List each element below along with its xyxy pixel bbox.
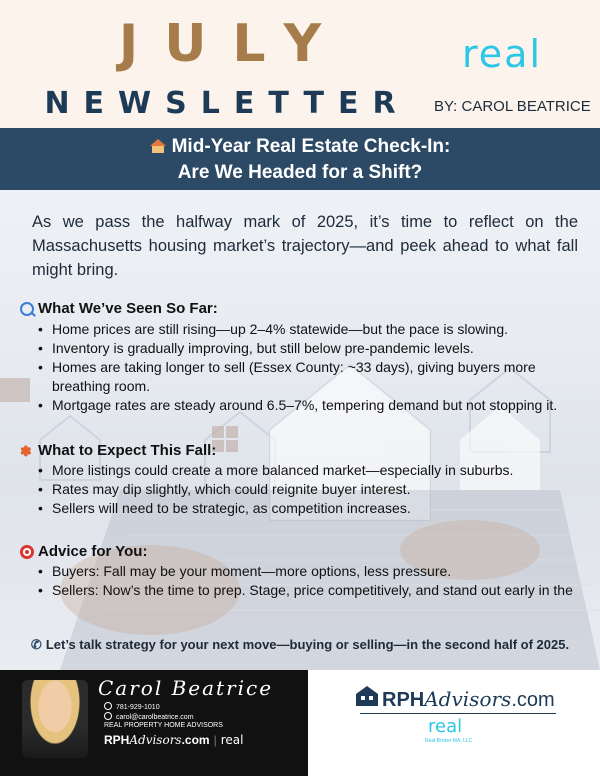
email-text: carol@carolbeatrice.com [116, 714, 194, 721]
signature: Carol Beatrice [98, 676, 274, 700]
title-newsletter: NEWSLETTER [44, 86, 410, 121]
intro-paragraph: As we pass the halfway mark of 2025, it’s time to reflect on the Massachusetts housing market’s trajectory—and peek ahead to what fall might bring. [32, 213, 578, 279]
divider: | [213, 733, 217, 747]
byline: BY: CAROL BEATRICE [434, 98, 591, 115]
title-month: JULY [118, 14, 348, 74]
rph-text: RPH [104, 733, 130, 747]
logo-divider [360, 713, 556, 714]
bullet-list-advice [38, 562, 578, 600]
bullet-list-seen [38, 320, 578, 415]
section-heading-text: What to Expect This Fall: [38, 442, 217, 459]
phone-icon [104, 702, 112, 710]
list-item: • Inventory is gradually improving, but still below pre-pandemic levels. [38, 339, 578, 358]
email-icon [104, 712, 112, 720]
list-item: • Sellers: Now’s the time to prep. Stage, price competitively, and stand out early in the [38, 581, 578, 600]
headline-banner [0, 128, 600, 190]
real-tagline: Real Broker MA, LLC [425, 738, 473, 744]
advisors-text: Advisors [129, 733, 182, 747]
headline-line-2: Are We Headed for a Shift? [177, 162, 423, 183]
phone-text: 781-929-1010 [116, 704, 160, 711]
call-to-action [0, 637, 600, 653]
rph-text: RPH [382, 689, 425, 711]
cta-text: Let’s talk strategy for your next move—buying or selling—in the second half of 2025. [45, 637, 570, 652]
com-text: .com [181, 733, 210, 747]
real-logo: real [462, 32, 543, 76]
list-item: • Mortgage rates are steady around 6.5–7%, tempering demand but not stopping it. [38, 396, 578, 415]
magnifying-glass-icon [20, 302, 34, 316]
section-heading-seen [20, 300, 218, 317]
company-name: REAL PROPERTY HOME ADVISORS [104, 722, 223, 729]
building-icon [356, 686, 378, 706]
list-item: • More listings could create a more balanced market—especially in suburbs. [38, 461, 578, 480]
avatar [22, 680, 88, 758]
list-item: • Homes are taking longer to sell (Essex County: ~33 days), giving buyers more breathing room. [38, 358, 578, 396]
autumn-leaves-icon: ✽ [20, 442, 32, 459]
house-icon [150, 139, 166, 153]
list-item: • Buyers: Fall may be your moment—more options, less pressure. [38, 562, 578, 581]
real-text: real [220, 733, 244, 747]
section-heading-advice [20, 543, 147, 560]
real-logo-small: real [428, 716, 463, 737]
section-heading-text: Advice for You: [38, 543, 148, 560]
footer-brand-logos [104, 733, 243, 747]
bullet-list-expect [38, 461, 578, 518]
headline-line-1: Mid-Year Real Estate Check-In: [171, 136, 451, 157]
target-icon [20, 545, 34, 559]
section-heading-text: What We’ve Seen So Far: [38, 300, 218, 317]
com-text: .com [511, 689, 555, 711]
list-item: • Sellers will need to be strategic, as competition increases. [38, 499, 578, 518]
rph-advisors-logo [356, 686, 555, 712]
phone-icon: ✆ [30, 637, 42, 652]
list-item: • Home prices are still rising—up 2–4% statewide—but the pace is slowing. [38, 320, 578, 339]
advisors-text: Advisors [424, 687, 512, 711]
section-heading-expect [20, 442, 216, 459]
list-item: • Rates may dip slightly, which could reignite buyer interest. [38, 480, 578, 499]
